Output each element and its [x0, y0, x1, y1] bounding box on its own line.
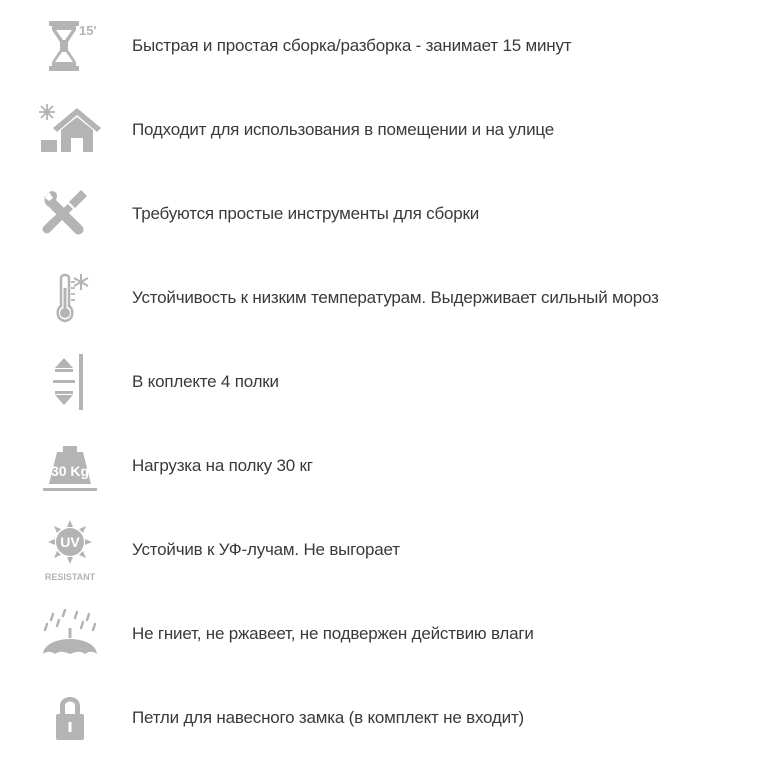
uv-icon-sublabel: RESISTANT: [44, 572, 96, 582]
feature-text: Устойчив к УФ-лучам. Не выгорает: [132, 540, 400, 559]
feature-row-indoor-outdoor: [0, 88, 759, 172]
umbrella-rain-icon: [28, 600, 112, 668]
hourglass-icon: [28, 12, 112, 80]
feature-row-frost: [0, 256, 759, 340]
feature-row-uv: [0, 508, 759, 592]
feature-text: В коплекте 4 полки: [132, 372, 279, 391]
feature-row-tools: [0, 172, 759, 256]
shelf-height-icon: [28, 348, 112, 416]
padlock-icon: [28, 684, 112, 752]
feature-text: Требуются простые инструменты для сборки: [132, 204, 480, 223]
feature-text: Нагрузка на полку 30 кг: [132, 456, 313, 475]
feature-row-moisture: [0, 592, 759, 676]
hourglass-icon-label: 15': [79, 23, 97, 38]
tools-icon: [28, 180, 112, 248]
weight-icon-label: 30 Kg: [50, 463, 90, 479]
feature-row-assembly: [0, 4, 759, 88]
feature-text: Петли для навесного замка (в комплект не входит): [132, 708, 524, 727]
uv-icon-label: UV: [60, 534, 80, 550]
feature-text: Быстрая и простая сборка/разборка - занимает 15 минут: [132, 36, 572, 55]
thermometer-icon: [28, 264, 112, 332]
uv-sun-icon: [28, 516, 112, 584]
feature-text: Подходит для использования в помещении и на улице: [132, 120, 554, 139]
feature-text: Не гниет, не ржавеет, не подвержен действию влаги: [132, 624, 534, 643]
feature-row-load: [0, 424, 759, 508]
feature-text: Устойчивость к низким температурам. Выдерживает сильный мороз: [132, 288, 659, 307]
feature-row-shelves: [0, 340, 759, 424]
feature-row-lock: [0, 676, 759, 760]
house-icon: [28, 96, 112, 164]
weight-icon: [28, 432, 112, 500]
